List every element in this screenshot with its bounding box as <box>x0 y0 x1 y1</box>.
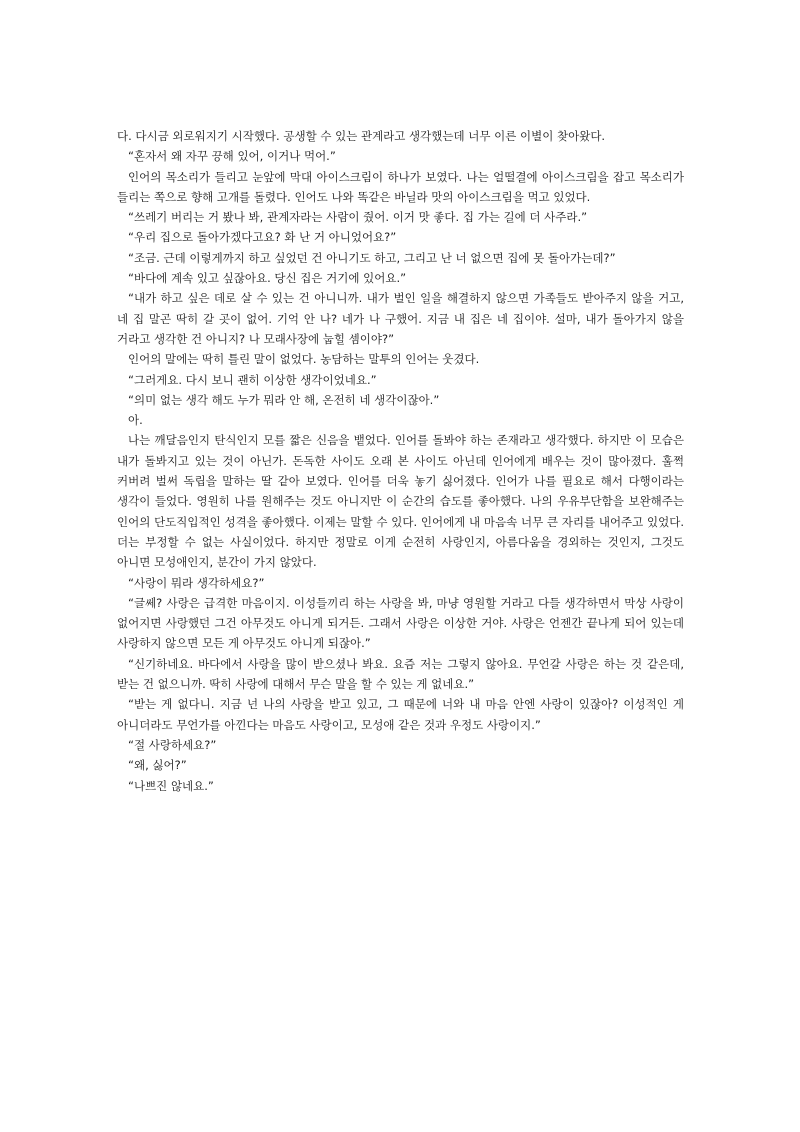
paragraph: “조금. 근데 이렇게까지 하고 싶었던 건 아니기도 하고, 그리고 난 너 없으면 집에 못 돌아가는데?” <box>128 250 616 265</box>
paragraph: 다. 다시금 외로워지기 시작했다. 공생할 수 있는 관계라고 생각했는데 너무 이른 이별이 찾아왔다. <box>117 129 606 143</box>
paragraph: “사랑이 뭐라 생각하세요?” <box>128 575 265 590</box>
paragraph: “받는 게 없다니. 지금 넌 나의 사랑을 받고 있고, 그 때문에 너와 내 마음 안엔 사랑이 있잖아? 이성적인 게 아니더라도 무언가를 아낀다는 마음도 사랑이고, 모성애 같은 것과 우정도 사랑이지.” <box>117 697 684 732</box>
paragraph: “나쁘진 않네요.” <box>128 778 214 793</box>
text-body <box>117 126 684 796</box>
paragraph: 나는 깨달음인지 탄식인지 모를 짧은 신음을 뱉었다. 인어를 돌봐야 하는 존재라고 생각했다. 하지만 이 모습은 내가 돌봐지고 있는 것이 아닌가. 돈독한 사이도 오래 본 사이도 아닌데 인어에게 배우는 것이 많아졌다. 훌쩍 커버려 벌써 독립을 말하는 딸 같아 보였다. 인어를 더욱 놓기 싫어졌다. 인어가 나를 필요로 해서 다행이라는 생각이 들었다. 영원히 나를 원해주는 것도 아니지만 이 순간의 습도를 좋아했다. 나의 우유부단함을 보완해주는 인어의 단도직입적인 성격을 좋아했다. 이제는 말할 수 있다. 인어에게 내 마음속 너무 큰 자리를 내어주고 있었다. 더는 부정할 수 없는 사실이었다. 하지만 정말로 이게 순전히 사랑인지, 아름다움을 경외하는 것인지, 그것도 아니면 모성애인지, 분간이 가지 않았다. <box>117 433 684 570</box>
paragraph: “우리 집으로 돌아가겠다고요? 화 난 거 아니었어요?” <box>128 230 397 245</box>
paragraph: 인어의 목소리가 들리고 눈앞에 막대 아이스크림이 하나가 보였다. 나는 얼떨결에 아이스크림을 잡고 목소리가 들리는 쪽으로 향해 고개를 돌렸다. 인어도 나와 똑같은 바닐라 맛의 아이스크림을 먹고 있었다. <box>117 169 684 204</box>
paragraph: “왜, 싫어?” <box>128 758 187 773</box>
paragraph: “바다에 계속 있고 싶잖아요. 당신 집은 거기에 있어요.” <box>128 271 407 286</box>
paragraph: “신기하네요. 바다에서 사랑을 많이 받으셨나 봐요. 요즘 저는 그렇지 않아요. 무언갈 사랑은 하는 것 같은데, 받는 건 없으니까. 딱히 사랑에 대해서 무슨 말을 할 수 있는 게 없네요.” <box>117 656 684 692</box>
paragraph: “내가 하고 싶은 데로 살 수 있는 건 아니니까. 내가 벌인 일을 해결하지 않으면 가족들도 받아주지 않을 거고, 네 집 말곤 딱히 갈 곳이 없어. 기억 안 나? 네가 나 구했어. 지금 내 집은 네 집이야. 설마, 내가 돌아가지 않을 거라고 생각한 건 아니지? 나 모래사장에 눕힐 셈이야?” <box>117 291 684 346</box>
paragraph: “혼자서 왜 자꾸 끙해 있어, 이거나 먹어.” <box>128 149 336 164</box>
paragraph: “그러게요. 다시 보니 괜히 이상한 생각이었네요.” <box>128 372 377 387</box>
paragraph: 아. <box>128 413 143 428</box>
paragraph: “쓰레기 버리는 거 봤나 봐, 관계자라는 사람이 줬어. 이거 맛 좋다. 집 가는 길에 더 사주라.” <box>128 210 588 225</box>
paragraph: “의미 없는 생각 해도 누가 뭐라 안 해, 온전히 네 생각이잖아.” <box>128 392 440 407</box>
paragraph: “글쎄? 사랑은 급격한 마음이지. 이성들끼리 하는 사랑을 봐, 마냥 영원할 거라고 다들 생각하면서 막상 사랑이 없어지면 사랑했던 그건 아무것도 아니게 되거든. 그래서 사랑은 이상한 거야. 사랑은 언젠간 끝나게 되어 있는데 사랑하지 않으면 모든 게 아무것도 아니게 되잖아.” <box>117 595 684 651</box>
paragraph: 인어의 말에는 딱히 틀린 말이 없었다. 농담하는 말투의 인어는 웃겼다. <box>128 352 480 367</box>
paragraph: “절 사랑하세요?” <box>128 737 217 752</box>
